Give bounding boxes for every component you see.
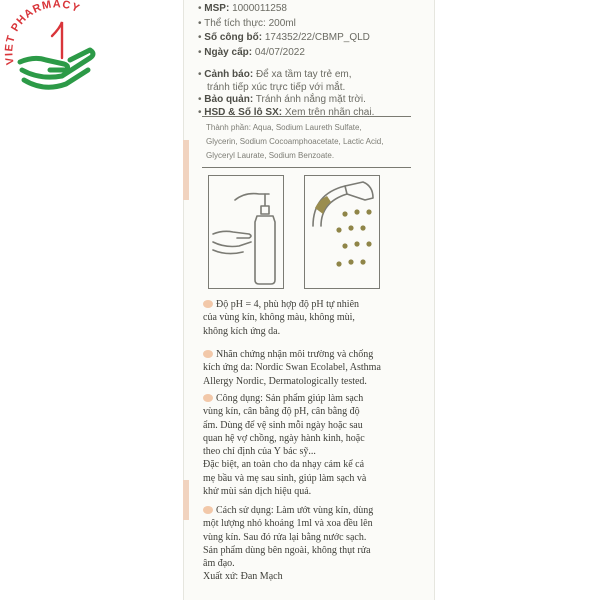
- water-drop: [342, 211, 347, 216]
- water-drop: [348, 225, 353, 230]
- info-row-volume: • Thể tích thực: 200ml: [198, 17, 296, 29]
- ingredients-block: [202, 116, 411, 168]
- logo-figure-mark: [52, 22, 62, 58]
- logo-text-path: VIET PHARMACY: [3, 0, 82, 66]
- expiry-text: Xem trên nhãn chai.: [284, 106, 375, 118]
- warning-continuation: tránh tiếp xúc trực tiếp với mắt.: [207, 81, 346, 93]
- warnings-block: [198, 69, 423, 119]
- expiry-row: • HSD & Số lô SX: Xem trên nhãn chai.: [198, 106, 375, 118]
- usage-paragraph: [203, 392, 413, 498]
- paragraph-line: vùng kín. Sau đó rửa lại bằng nước sạch.: [203, 531, 367, 543]
- paragraph-text: Độ pH = 4, phù hợp độ pH tự nhiên: [216, 299, 360, 310]
- info-value: 174352/22/CBMP_QLD: [264, 32, 370, 43]
- certification-paragraph: [203, 348, 413, 388]
- ingredients-line: Glycerin, Sodium Cocoamphoacetate, Lactic Acid,: [206, 137, 384, 146]
- storage-row: • Bảo quản: Tránh ánh nắng mặt trời.: [198, 94, 366, 105]
- info-label: Số công bố:: [204, 32, 263, 43]
- paragraph-line: âm đạo.: [203, 558, 235, 570]
- shower-head: [345, 182, 373, 200]
- paragraph-text: Công dụng: Sản phẩm giúp làm sạch: [216, 393, 364, 404]
- bullet-dot-icon: [203, 394, 213, 402]
- product-info-list: [198, 2, 418, 60]
- paragraph-line: Đặc biệt, an toàn cho da nhạy cảm kể cả: [203, 459, 365, 471]
- bullet-dot-icon: [203, 300, 213, 308]
- warning-row: • Cảnh báo: Để xa tầm tay trẻ em,: [198, 69, 352, 80]
- box-edge-accent: [183, 480, 189, 520]
- origin-line: Xuất xứ: Đan Mạch: [203, 571, 283, 583]
- paragraph-line: Allergy Nordic, Dermatologically tested.: [203, 375, 367, 387]
- expiry-label: HSD & Số lô SX:: [204, 106, 283, 118]
- storage-label: Bảo quản:: [204, 94, 254, 105]
- paragraph-line: kích ứng da: Nordic Swan Ecolabel, Asthma: [203, 362, 381, 374]
- pump-head: [261, 194, 269, 214]
- info-row-registration: • Số công bố: 174352/22/CBMP_QLD: [198, 32, 370, 43]
- info-label: MSP:: [204, 3, 230, 14]
- hand-wrist: [213, 250, 243, 254]
- paragraph-line: một lượng nhỏ khoảng 1ml và xoa đều lên: [203, 518, 373, 530]
- pump-bottle-hand-icon: [208, 175, 284, 289]
- water-drop: [360, 225, 365, 230]
- paragraph-line: [203, 392, 413, 405]
- paragraph-line: Sản phẩm dùng bên ngoài, không thụt rửa: [203, 544, 371, 556]
- ph-paragraph: [203, 298, 413, 338]
- info-value: 1000011258: [232, 3, 287, 14]
- ingredients-line: Thành phần: Aqua, Sodium Laureth Sulfate,: [206, 123, 362, 132]
- warning-label: Cảnh báo:: [204, 69, 254, 80]
- water-drop: [348, 259, 353, 264]
- info-label: Ngày cấp:: [204, 46, 253, 58]
- bullet-dot-icon: [203, 506, 213, 514]
- warning-text: Để xa tầm tay trẻ em,: [255, 69, 352, 80]
- pump-nozzle: [235, 194, 269, 200]
- paragraph-line: [203, 298, 413, 311]
- shower-drawing: [305, 176, 379, 288]
- info-value: 04/07/2022: [254, 46, 305, 58]
- paragraph-line: [203, 504, 413, 517]
- water-drop: [366, 241, 371, 246]
- water-drop: [366, 209, 371, 214]
- logo-hand-icon: [20, 50, 93, 87]
- water-drop: [354, 241, 359, 246]
- paragraph-line: ẩm. Dùng để vệ sinh mỗi ngày hoặc sau: [203, 419, 363, 431]
- info-row-issue-date: • Ngày cấp: 04/07/2022: [198, 46, 305, 58]
- viet-pharmacy-logo: [0, 0, 110, 110]
- paragraph-line: theo chỉ định của Y bác sỹ...: [203, 446, 316, 458]
- shower-head-icon: [304, 175, 380, 289]
- info-label: Thể tích thực:: [204, 17, 266, 29]
- water-drops: [336, 209, 371, 266]
- water-drop: [360, 259, 365, 264]
- hand-palm: [213, 242, 251, 247]
- paragraph-line: của vùng kín, không màu, không mùi,: [203, 312, 355, 324]
- hand-fingers: [213, 231, 251, 238]
- paragraph-text: Cách sử dụng: Làm ướt vùng kín, dùng: [216, 505, 374, 516]
- paragraph-line: không kích ứng da.: [203, 325, 281, 337]
- howto-paragraph: [203, 504, 413, 584]
- storage-text: Tránh ánh nắng mặt trời.: [255, 94, 366, 105]
- paragraph-line: mẹ bầu và mẹ sau sinh, giúp làm sạch và: [203, 472, 367, 484]
- info-row-msp: • MSP: 1000011258: [198, 3, 287, 14]
- logo-text: [3, 0, 82, 66]
- ingredients-line: Glyceryl Laurate, Sodium Benzoate.: [206, 151, 335, 160]
- info-value: 200ml: [268, 17, 296, 29]
- water-drop: [354, 209, 359, 214]
- box-edge-accent: [183, 140, 189, 200]
- pump-bottle-drawing: [209, 176, 283, 288]
- paragraph-line: khử mùi sản dịch hiệu quả.: [203, 486, 312, 498]
- paragraph-text: Nhãn chứng nhận môi trường và chống: [216, 349, 374, 360]
- paragraph-line: [203, 348, 413, 361]
- paragraph-line: quan hệ vợ chồng, ngày hành kinh, hoặc: [203, 432, 365, 444]
- water-drop: [342, 243, 347, 248]
- water-drop: [336, 227, 341, 232]
- bottle-body: [255, 216, 275, 284]
- paragraph-line: vùng kín, cân bằng độ pH, cân bằng độ: [203, 406, 360, 418]
- bullet-dot-icon: [203, 350, 213, 358]
- water-drop: [336, 261, 341, 266]
